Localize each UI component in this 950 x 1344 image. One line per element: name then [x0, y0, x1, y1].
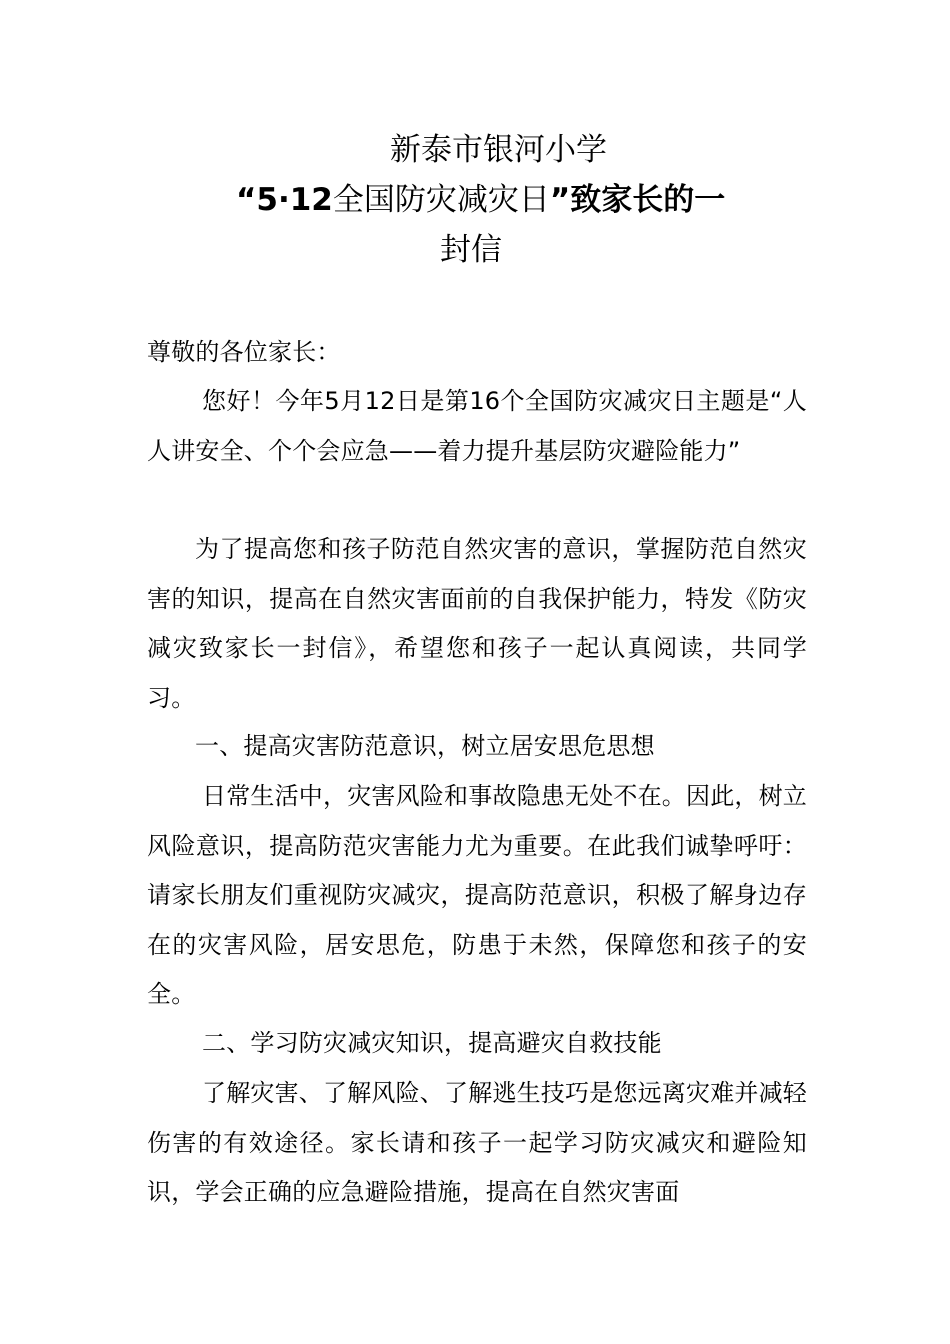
school-name: 新泰市银河小学 — [390, 132, 607, 168]
letter-title-end: 封信 — [440, 232, 502, 268]
paragraph-greeting: 您好！今年5月12日是第16个全国防灾减灾日主题是“人人讲安全、个个会应急——着力提升基层防灾避险能力” — [147, 387, 807, 465]
title-date: “5·12 — [236, 182, 333, 218]
section-heading-2: 二、学习防灾减灾知识，提高避灾自救技能 — [202, 1029, 662, 1057]
letter-title — [236, 178, 725, 222]
title-event: 全国防灾减灾日 — [332, 182, 550, 218]
paragraph-purpose: 为了提高您和孩子防范自然灾害的意识，掌握防范自然灾害的知识，提高在自然灾害面前的自我保护能力，特发《防灾减灾致家长一封信》，希望您和孩子一起认真阅读，共同学习。 — [147, 535, 807, 712]
paragraph-section-2: 了解灾害、了解风险、了解逃生技巧是您远离灾难并减轻伤害的有效途径。家长请和孩子一起学习防灾减灾和避险知识，学会正确的应急避险措施，提高在自然灾害面 — [147, 1079, 807, 1207]
title-quote-close: ”致家长的一 — [549, 182, 726, 218]
paragraph-section-1: 日常生活中，灾害风险和事故隐患无处不在。因此，树立风险意识，提高防范灾害能力尤为重要。在此我们诚挚呼吁：请家长朋友们重视防灾减灾，提高防范意识，积极了解身边存在的灾害风险，居安思危，防患于未然，保障您和孩子的安全。 — [147, 782, 807, 1009]
section-heading-1: 一、提高灾害防范意识，树立居安思危思想 — [195, 732, 655, 760]
salutation: 尊敬的各位家长： — [147, 338, 341, 366]
